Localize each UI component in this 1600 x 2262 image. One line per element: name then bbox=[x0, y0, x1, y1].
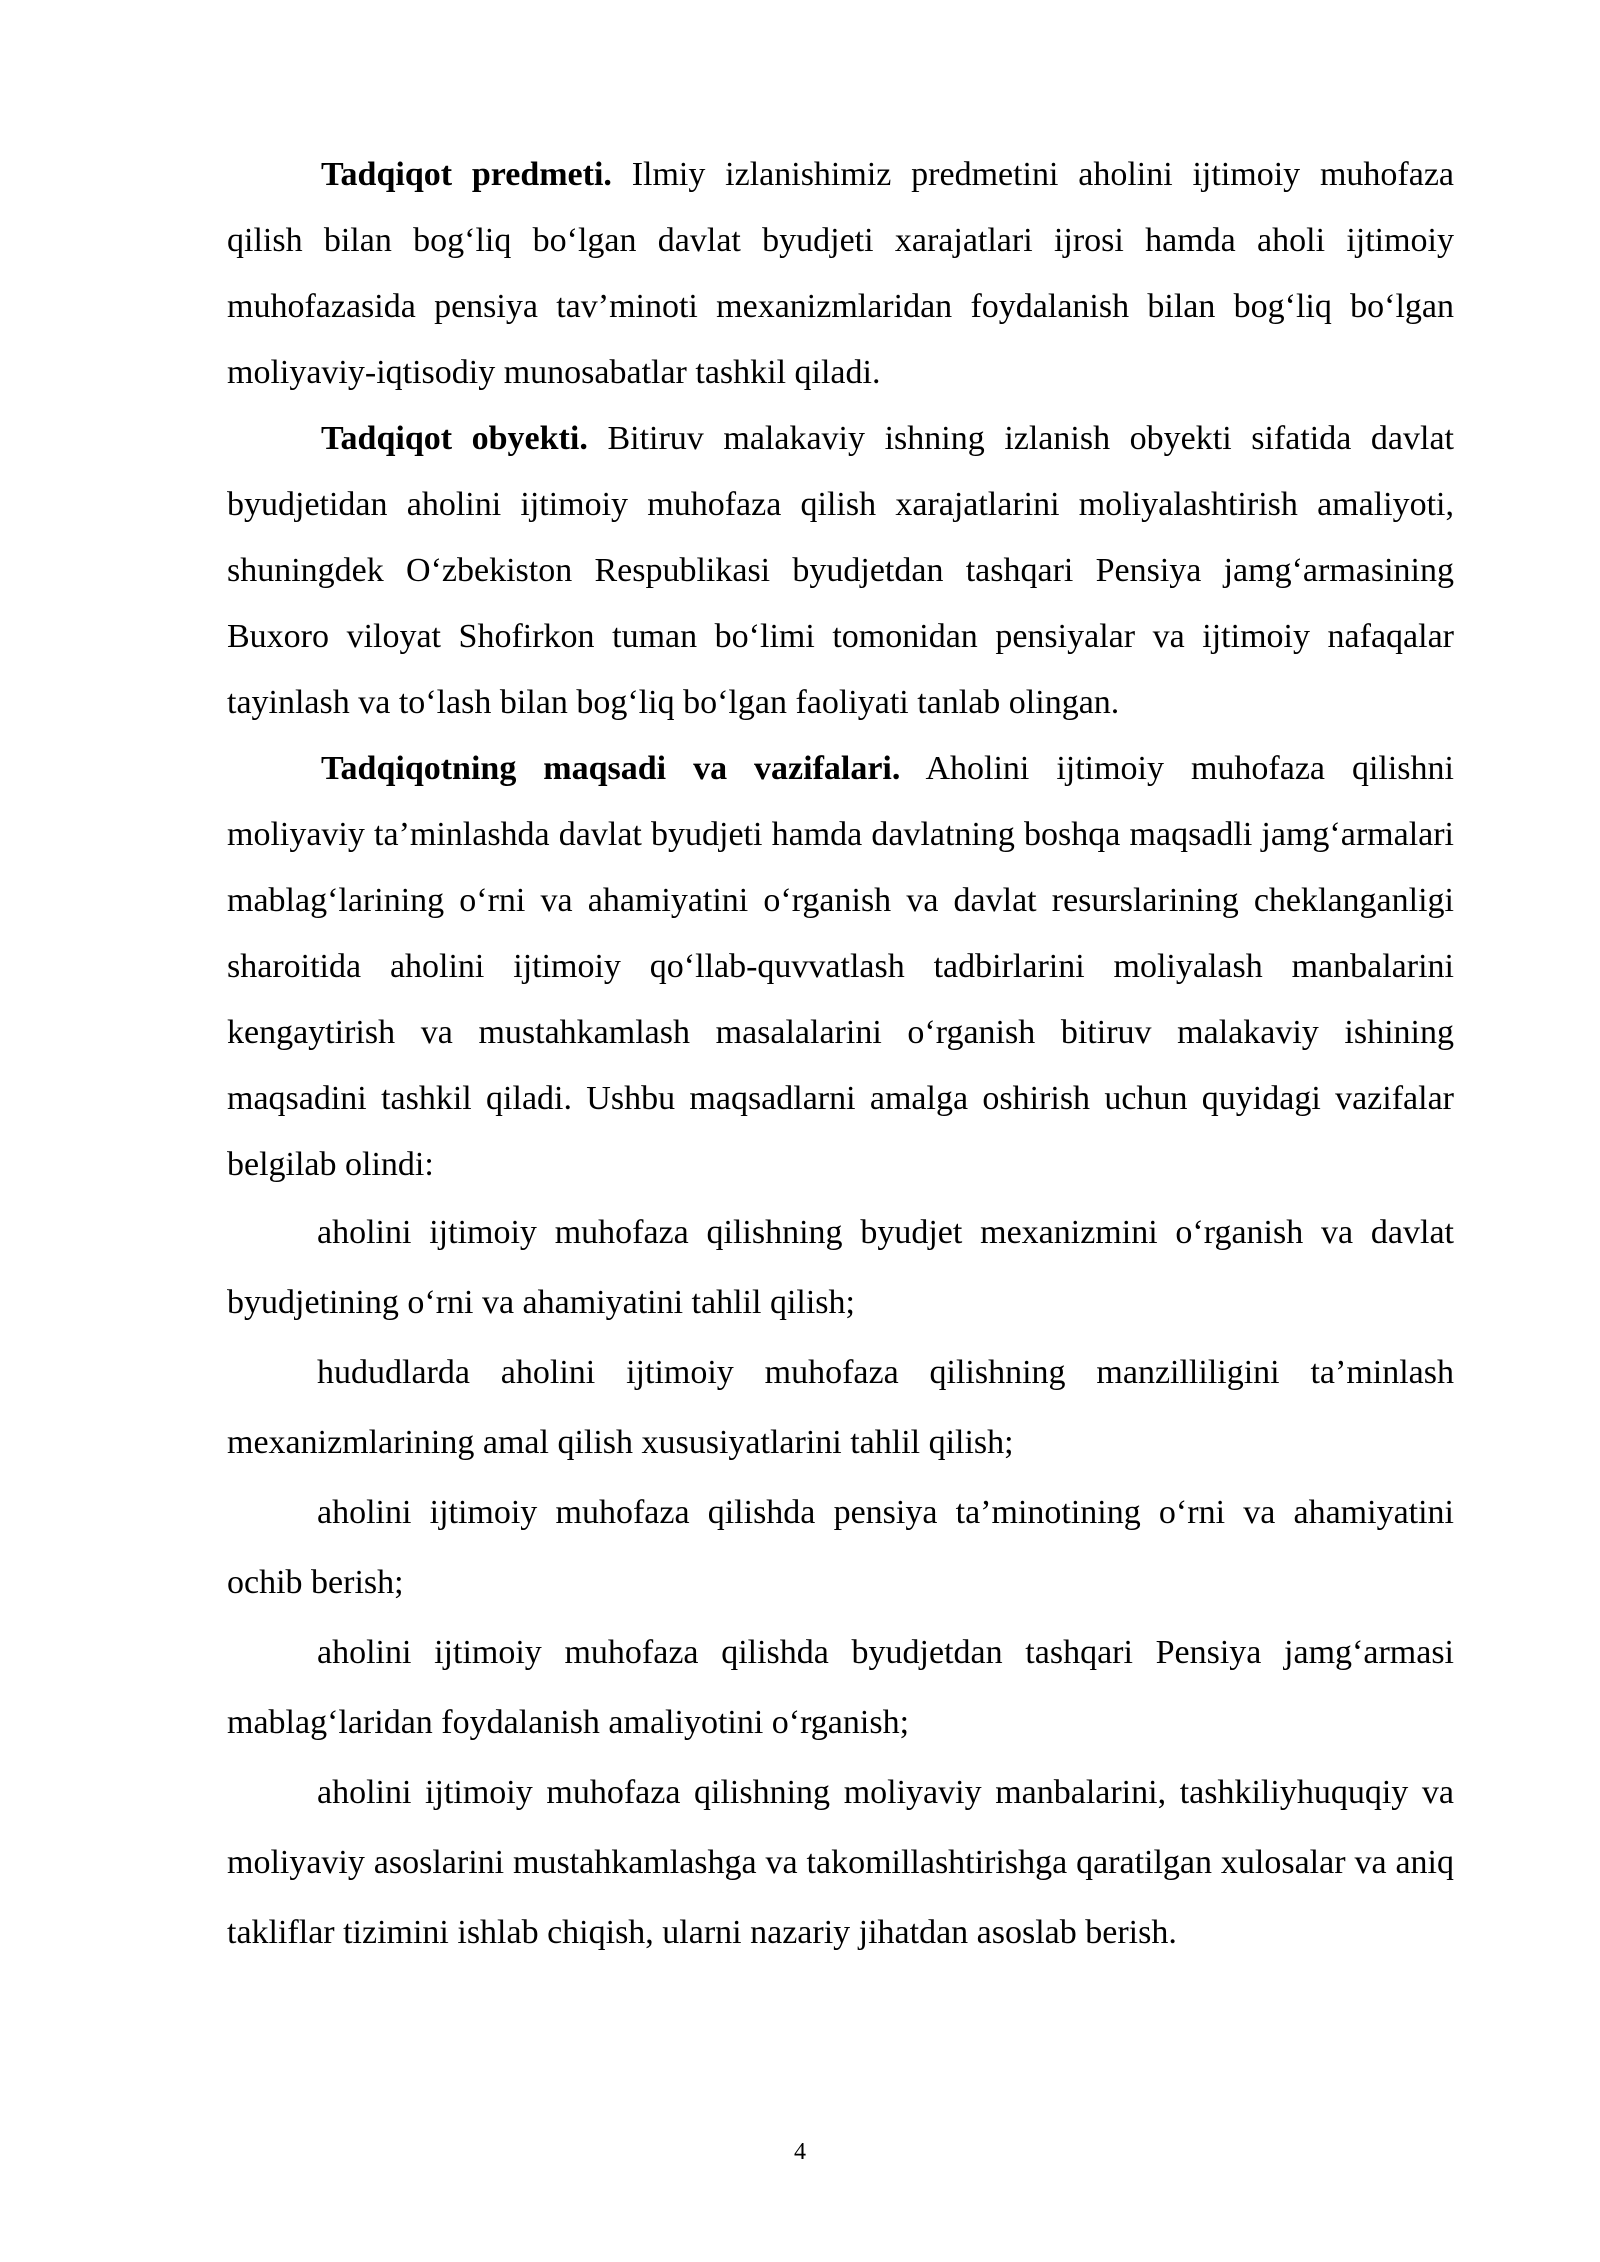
research-goals-heading: Tadqiqotning maqsadi va vazifalari. bbox=[321, 750, 901, 787]
list-item bbox=[227, 1478, 1454, 1618]
list-item bbox=[227, 1758, 1454, 1968]
research-subject-text: Ilmiy izlanishimiz predmetini aholini ijtimoiy muhofaza qilish bilan bog‘liq bo‘lgan davlat byudjeti xarajatlari ijrosi hamda aholi ijtimoiy muhofazasida pensiya tav’minoti mexanizmlaridan foydalanish bilan bog‘liq bo‘lgan moliyaviy-iqtisodiy munosabatlar tashkil qiladi. bbox=[227, 156, 1454, 391]
task-list bbox=[227, 1198, 1454, 1968]
list-item-text: aholini ijtimoiy muhofaza qilishning byudjet mexanizmini o‘rganish va davlat byudjetining o‘rni va ahamiyatini tahlil qilish; bbox=[227, 1214, 1454, 1321]
list-item bbox=[227, 1618, 1454, 1758]
research-object-paragraph bbox=[227, 406, 1454, 736]
research-goals-paragraph bbox=[227, 736, 1454, 1198]
research-goals-text: Aholini ijtimoiy muhofaza qilishni moliyaviy ta’minlashda davlat byudjeti hamda davlatning boshqa maqsadli jamg‘armalari mablag‘larining o‘rni va ahamiyatini o‘rganish va davlat resurslarining cheklanganligi sharoitida aholini ijtimoiy qo‘llab-quvvatlash tadbirlarini moliyalash manbalarini kengaytirish va mustahkamlash masalalarini o‘rganish bitiruv malakaviy ishining maqsadini tashkil qiladi. Ushbu maqsadlarni amalga oshirish uchun quyidagi vazifalar belgilab olindi: bbox=[227, 750, 1454, 1183]
page-body bbox=[227, 142, 1454, 1968]
page-number: 4 bbox=[794, 2139, 806, 2165]
list-item bbox=[227, 1338, 1454, 1478]
list-item-text: aholini ijtimoiy muhofaza qilishda pensiya ta’minotining o‘rni va ahamiyatini ochib berish; bbox=[227, 1494, 1454, 1601]
research-object-heading: Tadqiqot obyekti. bbox=[321, 420, 588, 457]
research-subject-paragraph bbox=[227, 142, 1454, 406]
list-item-text: aholini ijtimoiy muhofaza qilishning moliyaviy manbalarini, tashkiliyhuquqiy va moliyaviy asoslarini mustahkamlashga va takomillashtirishga qaratilgan xulosalar va aniq takliflar tizimini ishlab chiqish, ularni nazariy jihatdan asoslab berish. bbox=[227, 1774, 1454, 1951]
research-subject-heading: Tadqiqot predmeti. bbox=[321, 156, 612, 193]
list-item bbox=[227, 1198, 1454, 1338]
research-object-text: Bitiruv malakaviy ishning izlanish obyekti sifatida davlat byudjetidan aholini ijtimoiy muhofaza qilish xarajatlarini moliyalashtirish amaliyoti, shuningdek O‘zbekiston Respublikasi byudjetdan tashqari Pensiya jamg‘armasining Buxoro viloyat Shofirkon tuman bo‘limi tomonidan pensiyalar va ijtimoiy nafaqalar tayinlash va to‘lash bilan bog‘liq bo‘lgan faoliyati tanlab olingan. bbox=[227, 420, 1454, 721]
list-item-text: hududlarda aholini ijtimoiy muhofaza qilishning manzilliligini ta’minlash mexanizmlarining amal qilish xususiyatlarini tahlil qilish; bbox=[227, 1354, 1454, 1461]
list-item-text: aholini ijtimoiy muhofaza qilishda byudjetdan tashqari Pensiya jamg‘armasi mablag‘laridan foydalanish amaliyotini o‘rganish; bbox=[227, 1634, 1454, 1741]
